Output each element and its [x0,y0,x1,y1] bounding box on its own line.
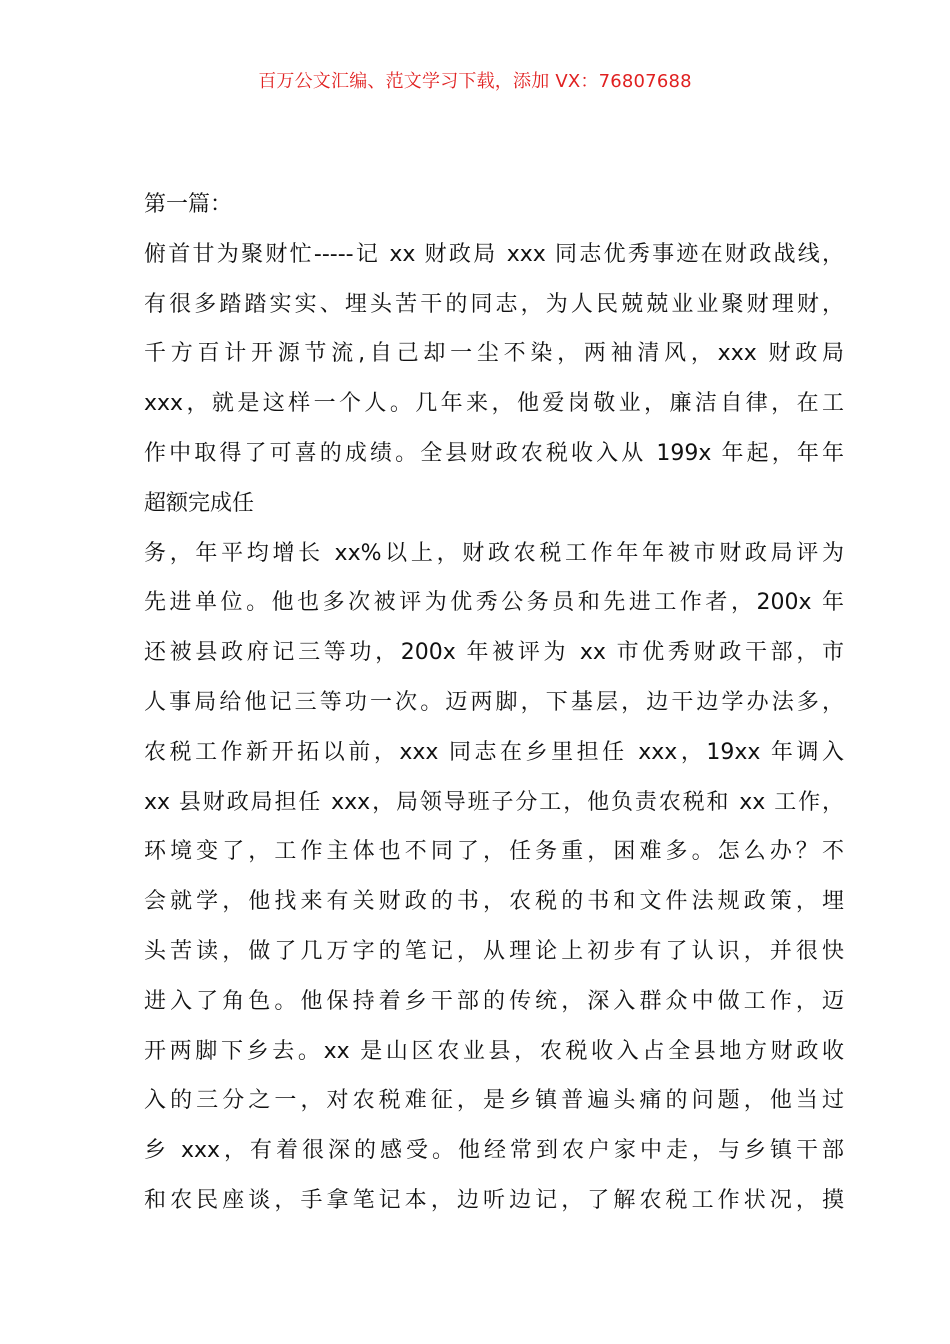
body-line: 人事局给他记三等功一次。迈两脚，下基层，边干边学办法多， [144,689,844,715]
body-line: 还被县政府记三等功，200x 年被评为 xx 市优秀财政干部，市 [144,640,844,666]
body-line: 俯首甘为聚财忙-----记 xx 财政局 xxx 同志优秀事迹在财政战线， [144,241,844,267]
body-line: 会就学，他找来有关财政的书，农税的书和文件法规政策，埋 [144,889,844,915]
body-line: 先进单位。他也多次被评为优秀公务员和先进工作者，200x 年 [144,590,844,616]
body-line: 和农民座谈，手拿笔记本，边听边记，了解农税工作状况，摸 [144,1187,844,1213]
body-line: 入的三分之一，对农税难征，是乡镇普遍头痛的问题，他当过 [144,1088,844,1114]
section-heading: 第一篇： [144,192,233,217]
body-line: 超额完成任 [144,490,255,516]
body-line: 进入了角色。他保持着乡干部的传统，深入群众中做工作，迈 [144,988,844,1014]
body-line: 有很多踏踏实实、埋头苦干的同志，为人民兢兢业业聚财理财， [144,291,844,317]
header-watermark: 百万公文汇编、范文学习下载，添加 VX：76807688 [258,71,692,92]
body-line: 农税工作新开拓以前，xxx 同志在乡里担任 xxx，19xx 年调入 [144,739,844,765]
body-line: 乡 xxx，有着很深的感受。他经常到农户家中走，与乡镇干部 [144,1138,844,1164]
body-line: xx 县财政局担任 xxx，局领导班子分工，他负责农税和 xx 工作， [144,789,844,815]
document-body [144,180,844,1226]
body-line: xxx，就是这样一个人。几年来，他爱岗敬业，廉洁自律，在工 [144,391,844,417]
body-line: 作中取得了可喜的成绩。全县财政农税收入从 199x 年起，年年 [144,440,844,466]
body-line: 务，年平均增长 xx%以上，财政农税工作年年被市财政局评为 [144,540,844,566]
body-line: 头苦读，做了几万字的笔记，从理论上初步有了认识，并很快 [144,938,844,964]
body-line: 环境变了，工作主体也不同了，任务重，困难多。怎么办？不 [144,839,844,865]
body-line: 千方百计开源节流,自己却一尘不染，两袖清风，xxx 财政局 [144,341,844,367]
body-line: 开两脚下乡去。xx 是山区农业县，农税收入占全县地方财政收 [144,1038,844,1064]
